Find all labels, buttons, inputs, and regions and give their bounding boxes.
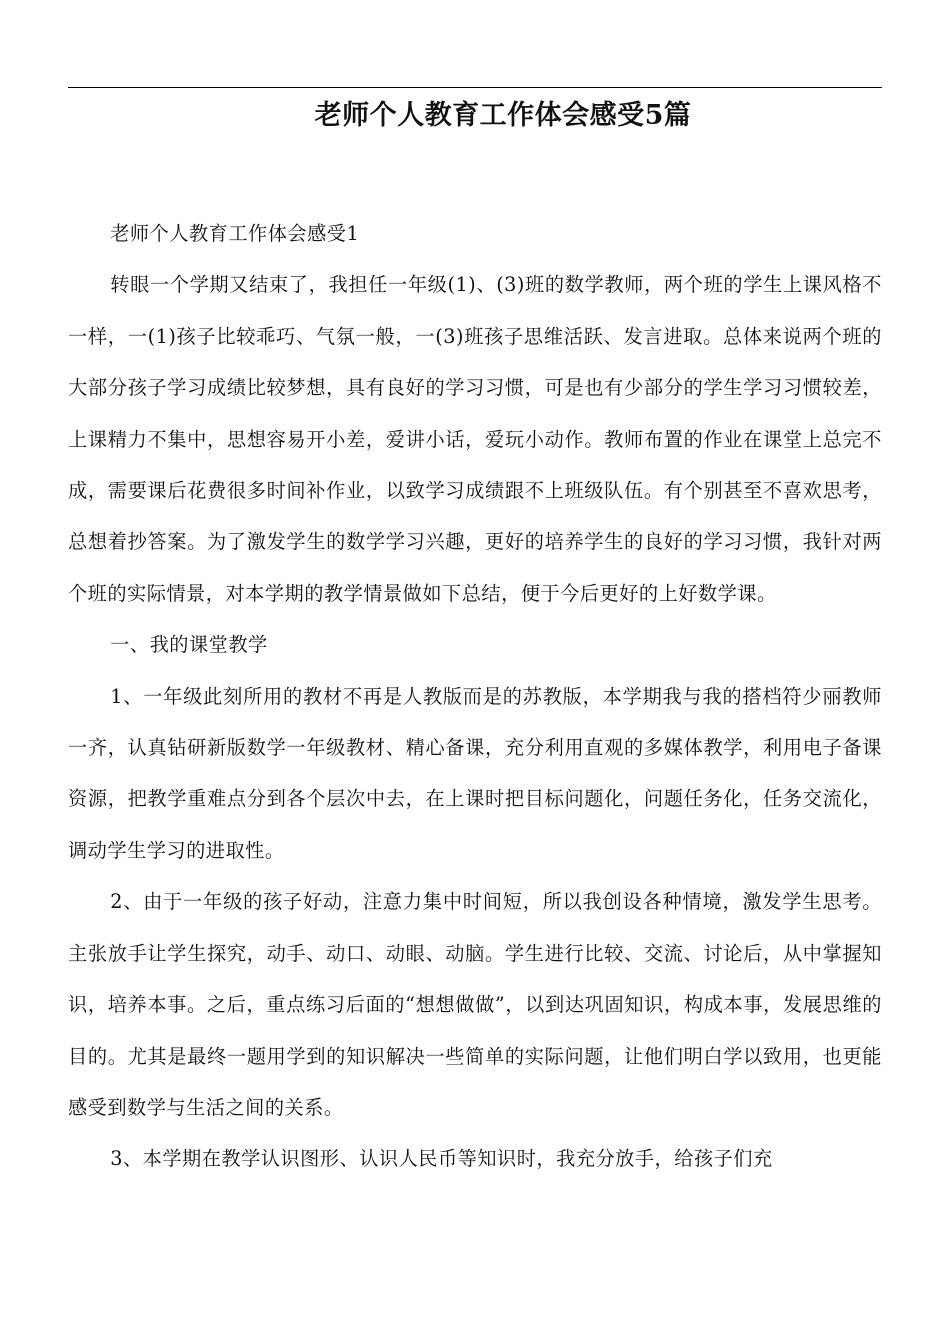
paragraph: 转眼一个学期又结束了，我担任一年级(1)、(3)班的数学教师，两个班的学生上课风格不一样，一(1)孩子比较乖巧、气氛一般，一(3)班孩子思维活跃、发言进取。总体来说两个班的大部分孩子学习成绩比较梦想，具有良好的学习习惯，可是也有少部分的学生学习习惯较差，上课精力不集中，思想容易开小差，爱讲小话，爱玩小动作。教师布置的作业在课堂上总完不成，需要课后花费很多时间补作业，以致学习成绩跟不上班级队伍。有个别甚至不喜欢思考，总想着抄答案。为了激发学生的数学学习兴趣，更好的培养学生的良好的学习习惯，我针对两个班的实际情景，对本学期的教学情景做如下总结，便于今后更好的上好数学课。	[68, 273, 882, 605]
document-title: 老师个人教育工作体会感受5篇	[314, 100, 692, 131]
subsection-heading: 一、我的课堂教学	[110, 633, 268, 657]
paragraph: 1、一年级此刻所用的教材不再是人教版而是的苏教版，本学期我与我的搭档符少丽教师一齐，认真钻研新版数学一年级教材、精心备课，充分利用直观的多媒体教学，利用电子备课资源，把教学重难点分到各个层次中去，在上课时把目标问题化，问题任务化，任务交流化，调动学生学习的进取性。	[68, 684, 882, 862]
section-heading: 老师个人教育工作体会感受1	[110, 222, 360, 245]
document-body	[68, 208, 882, 1185]
header-rule	[68, 87, 882, 88]
paragraph: 2、由于一年级的孩子好动，注意力集中时间短，所以我创设各种情境，激发学生思考。主张放手让学生探究，动手、动口、动眼、动脑。学生进行比较、交流、讨论后，从中掌握知识，培养本事。之后，重点练习后面的“想想做做”，以到达巩固知识，构成本事，发展思维的目的。尤其是最终一题用学到的知识解决一些简单的实际问题，让他们明白学以致用，也更能感受到数学与生活之间的关系。	[68, 890, 882, 1119]
paragraph: 3、本学期在教学认识图形、认识人民币等知识时，我充分放手，给孩子们充	[110, 1147, 773, 1171]
